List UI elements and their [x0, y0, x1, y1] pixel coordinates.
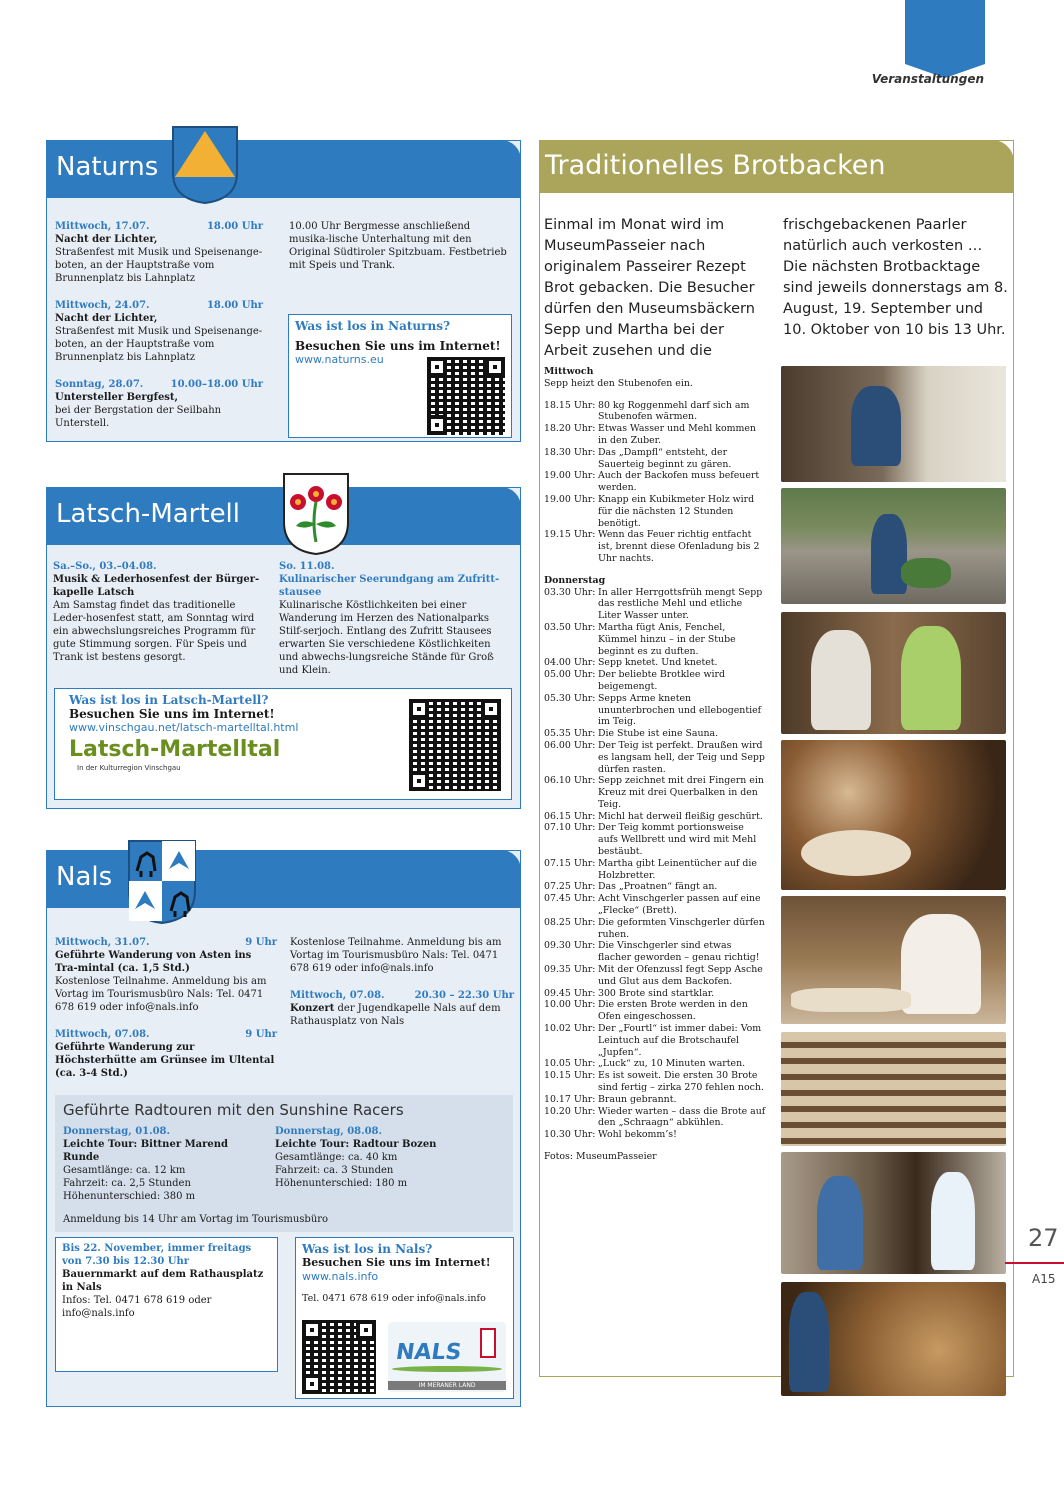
- event-text: Am Samstag findet das traditionelle Leder-hosenfest statt, am Sonntag wird ein abwechslungsreiches Programm für gute Stimmung sorgen. Für Speis und Trank ist bestens gesorgt.: [53, 600, 256, 663]
- radtour-item: [275, 1125, 495, 1203]
- latsch-website-link[interactable]: www.vinschgau.net/latsch-martelltal.html: [69, 721, 299, 734]
- timeline-entry: [544, 693, 766, 728]
- event-date: Sa.–So., 03.–04.08.: [53, 561, 157, 572]
- timeline-entry: [544, 669, 766, 693]
- event-time: 18.00 Uhr: [206, 221, 263, 232]
- radtour-line: Gesamtlänge: ca. 12 km: [63, 1165, 186, 1176]
- timeline-entry: [544, 1129, 766, 1141]
- event-text: Straßenfest mit Musik und Speisenange-boten, an der Hauptstraße vom Brunnenplatz bis Lahnplatz: [55, 247, 263, 284]
- timeline-text: Mit der Ofenzussl fegt Sepp Asche und Glut aus dem Backofen.: [598, 964, 763, 987]
- timeline-entry: [544, 988, 766, 1000]
- timeline-entry: [544, 858, 766, 882]
- timeline-entry: [544, 1023, 766, 1058]
- radtour-line: Gesamtlänge: ca. 40 km: [275, 1152, 398, 1163]
- timeline-entry: [544, 775, 766, 810]
- timeline-time: 10.02 Uhr:: [544, 1023, 596, 1035]
- timeline-time: 19.00 Uhr:: [544, 493, 596, 505]
- timeline-time: 06.00 Uhr:: [544, 739, 596, 751]
- naturns-right-text: 10.00 Uhr Bergmesse anschließend musika-lische Unterhaltung mit den Original Südtiroler Spitzbuam. Festbetrieb mit Speis und Trank.: [289, 221, 507, 271]
- intro-left: Einmal im Monat wird im MuseumPasseier nach originalem Passeirer Rezept Brot gebacken. Die Besucher dürfen den Museumsbäckern Sepp und Martha bei der Arbeit zusehen und die: [544, 217, 755, 359]
- photo-baked-loaves: [781, 1282, 1006, 1396]
- market-text: Infos: Tel. 0471 678 619 oder info@nals.info: [62, 1295, 212, 1319]
- timeline-entry: [544, 1070, 766, 1094]
- photo-kneading-trough: [781, 612, 1006, 734]
- timeline-text: Die geformten Vinschgerler dürfen ruhen.: [598, 916, 765, 940]
- radtour-line: Höhenunterschied: 380 m: [63, 1191, 196, 1202]
- photo-oven-loading: [781, 1152, 1006, 1274]
- radtour-item: [63, 1125, 259, 1203]
- timeline-time: 04.00 Uhr:: [544, 657, 596, 669]
- event-time: 10.00–18.00 Uhr: [170, 379, 263, 390]
- info-subtitle: Besuchen Sie uns im Internet!: [302, 1256, 491, 1269]
- timeline-entry: [544, 740, 766, 775]
- latsch-info-box: [54, 688, 512, 800]
- timeline-day: Mittwoch: [544, 366, 594, 377]
- naturns-header: [46, 140, 521, 198]
- timeline-entry: [544, 470, 766, 494]
- nals-right-column: [290, 936, 514, 1028]
- nals-website-link[interactable]: www.nals.info: [302, 1270, 379, 1283]
- timeline-time: 10.17 Uhr:: [544, 1093, 596, 1105]
- timeline-time: 10.30 Uhr:: [544, 1129, 596, 1141]
- event-text: bei der Bergstation der Seilbahn Unterstell.: [55, 405, 222, 429]
- timeline-time: 05.35 Uhr:: [544, 728, 596, 740]
- timeline-text: Sepps Arme kneten ununterbrochen und ellebogentief im Teig.: [598, 692, 762, 728]
- naturns-title: Naturns: [56, 152, 159, 182]
- baking-timeline: [544, 366, 766, 1163]
- timeline-entry: [544, 940, 766, 964]
- latsch-right-event: [279, 560, 511, 677]
- market-title: Bauernmarkt auf dem Rathausplatz in Nals: [62, 1269, 264, 1293]
- timeline-text: Auch der Backofen muss befeuert werden.: [598, 470, 760, 494]
- brotbacken-header: [539, 140, 1014, 193]
- timeline-entry: [544, 728, 766, 740]
- timeline-text: Martha fügt Anis, Fenchel, Kümmel hinzu – in der Stube beginnt es zu duften.: [598, 621, 736, 657]
- timeline-time: 18.20 Uhr:: [544, 423, 596, 435]
- timeline-text: Etwas Wasser und Mehl kommen in den Zuber.: [598, 423, 756, 446]
- timeline-text: Die Vinschgerler sind etwas flacher geworden – genau richtig!: [598, 940, 760, 964]
- nals-info-box: [295, 1237, 514, 1399]
- event-title: Nacht der Lichter,: [55, 313, 158, 324]
- event-text: Kostenlose Teilnahme. Anmeldung bis am Vortag im Tourismusbüro Nals: Tel. 0471 678 619 oder info@nals.info: [55, 976, 267, 1013]
- timeline-time: 07.25 Uhr:: [544, 881, 596, 893]
- timeline-text: 80 kg Roggenmehl darf sich am Stubenofen wärmen.: [598, 399, 750, 423]
- timeline-entry: [544, 1094, 766, 1106]
- radtour-line: Fahrzeit: ca. 3 Stunden: [275, 1165, 394, 1176]
- timeline-text: Die ersten Brote werden in den Ofen eingeschossen.: [598, 999, 748, 1023]
- event-time: 20.30 – 22.30 Uhr: [414, 990, 514, 1001]
- timeline-text: „Luck“ zu, 10 Minuten warten.: [598, 1058, 746, 1070]
- photo-heating-oven: [781, 366, 1006, 482]
- latsch-title: Latsch-Martell: [56, 499, 241, 529]
- timeline-time: 09.30 Uhr:: [544, 940, 596, 952]
- timeline-text: Martha gibt Leinentücher auf die Holzbretter.: [598, 857, 757, 881]
- nals-contact: Tel. 0471 678 619 oder info@nals.info: [302, 1293, 486, 1304]
- timeline-entry: [544, 423, 766, 447]
- event-item: [55, 299, 263, 364]
- event-title: Geführte Wanderung von Asten ins Tra-mintal (ca. 1,5 Std.): [55, 950, 252, 974]
- latsch-crest-icon: [282, 472, 350, 556]
- photo-dough-closeup: [781, 740, 1006, 890]
- timeline-entry: [544, 494, 766, 529]
- timeline-text: Der Teig kommt portionsweise aufs Wellbrett und wird mit Mehl bestäubt.: [598, 822, 757, 858]
- event-text: Kulinarische Köstlichkeiten bei einer Wanderung im Herzen des Nationalparks Stilf-serjoch. Entlang des Zufritt Stausees erwarten Sie verschiedene Köstlichkeiten und abwechs-lungsreiche Stände für Groß und Klein.: [279, 600, 494, 676]
- event-title: Konzert: [290, 1003, 335, 1014]
- intro-right: frischgebackenen Paarler natürlich auch verkosten … Die nächsten Brotbacktage sind jeweils donnerstags am 8. August, 19. September und 10. Oktober von 10 bis 13 Uhr.: [783, 217, 1008, 338]
- event-title: Nacht der Lichter,: [55, 234, 158, 245]
- timeline-text: Wieder warten – dass die Brote auf den „Schraagn“ abkühlen.: [598, 1105, 766, 1129]
- radtour-date: Donnerstag, 01.08.: [63, 1126, 170, 1137]
- timeline-time: 07.45 Uhr:: [544, 893, 596, 905]
- timeline-time: 03.30 Uhr:: [544, 586, 596, 598]
- event-title: Kulinarischer Seerundgang am Zufritt-stausee: [279, 574, 500, 598]
- nals-crest-icon: [127, 839, 197, 925]
- event-title: Geführte Wanderung zur Höchsterhütte am Grünsee im Ultental (ca. 3-4 Std.): [55, 1042, 275, 1079]
- radtour-date: Donnerstag, 08.08.: [275, 1126, 382, 1137]
- radtour-note: Anmeldung bis 14 Uhr am Vortag im Tourismusbüro: [63, 1214, 329, 1225]
- radtour-line: Fahrzeit: ca. 2,5 Stunden: [63, 1178, 191, 1189]
- page-number: 27: [1028, 1224, 1059, 1252]
- nals-right-text: Kostenlose Teilnahme. Anmeldung bis am Vortag im Tourismusbüro Nals: Tel. 0471 678 619 oder info@nals.info: [290, 937, 502, 974]
- photo-shaping-bread: [781, 896, 1006, 1024]
- timeline-text: Michl hat derweil fleißig geschürt.: [598, 810, 763, 822]
- nals-logo-subtitle: IM MERANER LAND: [388, 1381, 506, 1390]
- event-text: Straßenfest mit Musik und Speisenange-boten, an der Hauptstraße vom Brunnenplatz bis Lahnplatz: [55, 326, 263, 363]
- info-title: Was ist los in Latsch-Martell?: [69, 693, 269, 707]
- timeline-time: 10.15 Uhr:: [544, 1070, 596, 1082]
- timeline-time: 03.50 Uhr:: [544, 621, 596, 633]
- timeline-entry: [544, 964, 766, 988]
- event-time: 9 Uhr: [245, 1029, 277, 1040]
- event-date: Mittwoch, 17.07.: [55, 221, 150, 232]
- timeline-text: Die Stube ist eine Sauna.: [598, 728, 719, 740]
- timeline-entry: [544, 587, 766, 622]
- event-date: Sonntag, 28.07.: [55, 379, 144, 390]
- timeline-text: Wenn das Feuer richtig entfacht ist, brennt diese Ofenladung bis 2 Uhr nachts.: [598, 529, 760, 564]
- nals-logo-swoosh: [392, 1366, 502, 1372]
- timeline-time: 07.10 Uhr:: [544, 822, 596, 834]
- event-item: [55, 1028, 277, 1080]
- timeline-entry: [544, 1058, 766, 1070]
- brotbacken-title: Traditionelles Brotbacken: [545, 150, 886, 181]
- naturns-crest-icon: [171, 125, 239, 205]
- event-time: 18.00 Uhr: [206, 300, 263, 311]
- timeline-entry: [544, 811, 766, 823]
- timeline-text: Das „Proatnen“ fängt an.: [598, 881, 718, 893]
- photo-bread-racks: [781, 1032, 1006, 1146]
- timeline-entry: [544, 917, 766, 941]
- event-item: [55, 220, 263, 285]
- timeline-entry: [544, 999, 766, 1023]
- timeline-text: Wohl bekomm’s!: [598, 1129, 677, 1141]
- timeline-time: 19.00 Uhr:: [544, 470, 596, 482]
- event-title: Untersteller Bergfest,: [55, 392, 179, 403]
- photo-wood-cart: [781, 488, 1006, 604]
- timeline-entry: [544, 622, 766, 657]
- page-code: A15: [1032, 1272, 1056, 1286]
- timeline-entry: [544, 893, 766, 917]
- timeline-entry: [544, 657, 766, 669]
- event-date: Mittwoch, 07.08.: [290, 990, 385, 1001]
- nals-logo: [388, 1322, 506, 1392]
- info-subtitle: Besuchen Sie uns im Internet!: [69, 707, 275, 721]
- timeline-time: 06.10 Uhr:: [544, 775, 596, 787]
- event-item: [55, 378, 263, 430]
- timeline-time: 08.25 Uhr:: [544, 916, 596, 928]
- nals-left-column: [55, 936, 277, 1094]
- radtour-name: Leichte Tour: Bittner Marend Runde: [63, 1139, 229, 1163]
- photo-credits: Fotos: MuseumPasseier: [544, 1151, 657, 1162]
- latsch-box: [46, 487, 521, 809]
- timeline-text: Es ist soweit. Die ersten 30 Brote sind fertig – zirka 270 fehlen noch.: [598, 1070, 764, 1094]
- naturns-left-column: [55, 220, 263, 444]
- naturns-qr-code[interactable]: [427, 357, 505, 435]
- event-date: Mittwoch, 24.07.: [55, 300, 150, 311]
- naturns-info-box: [288, 314, 512, 438]
- event-time: 9 Uhr: [245, 937, 277, 948]
- timeline-text: In aller Herrgottsfrüh mengt Sepp das restliche Mehl und etliche Liter Wasser unter.: [598, 586, 763, 622]
- timeline-time: 09.45 Uhr:: [544, 987, 596, 999]
- timeline-entry: [544, 881, 766, 893]
- radtour-title: Geführte Radtouren mit den Sunshine Racers: [63, 1101, 404, 1119]
- timeline-text: Sepp zeichnet mit drei Fingern ein Kreuz mit drei Querbalken in den Teig.: [598, 775, 764, 810]
- timeline-time: 10.05 Uhr:: [544, 1058, 596, 1070]
- info-title: Was ist los in Naturns?: [295, 319, 450, 333]
- timeline-time: 06.15 Uhr:: [544, 810, 596, 822]
- timeline-time: 18.15 Uhr:: [544, 399, 596, 411]
- nals-logo-text: NALS: [394, 1340, 464, 1365]
- nals-qr-code[interactable]: [302, 1320, 376, 1394]
- market-date: Bis 22. November, immer freitags von 7.30 bis 12.30 Uhr: [62, 1243, 252, 1267]
- latsch-logo-subtitle: In der Kulturregion Vinschgau: [77, 764, 181, 772]
- nals-market-box: [55, 1237, 278, 1372]
- timeline-text: Der Teig ist perfekt. Draußen wird es langsam hell, der Teig und Sepp dürfen rasten.: [598, 739, 765, 775]
- radtour-line: Höhenunterschied: 180 m: [275, 1178, 408, 1189]
- timeline-time: 19.15 Uhr:: [544, 529, 596, 541]
- timeline-text: Das „Dampfl“ entsteht, der Sauerteig beginnt zu gären.: [598, 446, 732, 470]
- event-title: Musik & Lederhosenfest der Bürger-kapelle Latsch: [53, 574, 260, 598]
- timeline-time: 07.15 Uhr:: [544, 857, 596, 869]
- page-number-rule: [1005, 1262, 1064, 1264]
- latsch-qr-code[interactable]: [409, 699, 501, 791]
- timeline-intro: Sepp heizt den Stubenofen ein.: [544, 377, 693, 389]
- event-date: So. 11.08.: [279, 561, 335, 572]
- radtour-panel: [55, 1095, 513, 1232]
- timeline-time: 18.30 Uhr:: [544, 446, 596, 458]
- nals-logo-tower-icon: [480, 1328, 496, 1358]
- timeline-entry: [544, 822, 766, 857]
- section-tab-marker: [905, 0, 985, 64]
- event-date: Mittwoch, 31.07.: [55, 937, 150, 948]
- latsch-logo: Latsch-Martelltal: [69, 737, 281, 762]
- timeline-time: 10.00 Uhr:: [544, 999, 596, 1011]
- naturns-box: [46, 140, 521, 442]
- event-text: der Jugendkapelle Nals auf dem Rathausplatz von Nals: [290, 1003, 501, 1027]
- timeline-text: Braun gebrannt.: [598, 1093, 677, 1105]
- timeline-text: 300 Brote sind startklar.: [598, 987, 715, 999]
- timeline-time: 05.00 Uhr:: [544, 669, 596, 681]
- timeline-day: Donnerstag: [544, 574, 606, 586]
- timeline-text: Der „Fourtl“ ist immer dabei: Vom Leintuch auf die Brotschaufel „Jupfen“.: [598, 1023, 762, 1058]
- section-label: Veranstaltungen: [871, 72, 984, 86]
- naturns-website-link[interactable]: www.naturns.eu: [295, 353, 384, 366]
- nals-title: Nals: [56, 862, 113, 892]
- timeline-text: Sepp knetet. Und knetet.: [598, 657, 718, 669]
- info-title: Was ist los in Nals?: [302, 1242, 433, 1256]
- timeline-entry: [544, 1106, 766, 1130]
- timeline-entry: [544, 529, 766, 564]
- radtour-name: Leichte Tour: Radtour Bozen: [275, 1139, 437, 1150]
- timeline-time: 05.30 Uhr:: [544, 692, 596, 704]
- timeline-time: 09.35 Uhr:: [544, 964, 596, 976]
- timeline-text: Acht Vinschgerler passen auf eine „Flecke“ (Brett).: [598, 893, 761, 917]
- latsch-left-event: [53, 560, 265, 664]
- nals-header: [46, 850, 521, 908]
- timeline-entry: [544, 400, 766, 424]
- info-subtitle: Besuchen Sie uns im Internet!: [295, 339, 501, 353]
- timeline-text: Der beliebte Brotklee wird beigemengt.: [598, 669, 725, 692]
- timeline-entry: [544, 447, 766, 471]
- event-date: Mittwoch, 07.08.: [55, 1029, 150, 1040]
- event-item: [55, 936, 277, 1014]
- timeline-text: Knapp ein Kubikmeter Holz wird für die nächsten 12 Stunden benötigt.: [598, 493, 755, 529]
- timeline-time: 10.20 Uhr:: [544, 1105, 596, 1117]
